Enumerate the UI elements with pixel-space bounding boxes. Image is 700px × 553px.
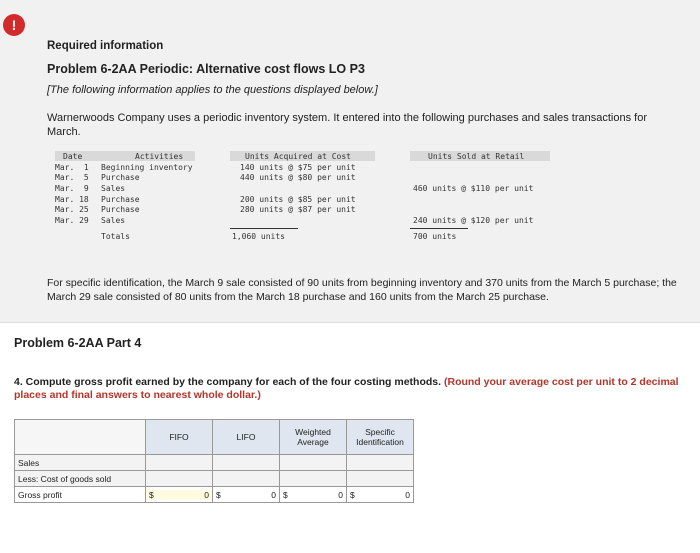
totals-rule	[410, 228, 468, 229]
col-specific-identification: Specific Identification	[347, 420, 414, 455]
ledger-activity: Sales	[101, 184, 126, 193]
info-note: [The following information applies to the questions displayed below.]	[47, 84, 378, 96]
intro-text: Warnerwoods Company uses a periodic inventory system. It entered into the following purchases and sales transactions for March.	[47, 112, 648, 138]
currency-symbol: $	[283, 489, 288, 500]
alert-icon: !	[3, 14, 25, 36]
header-sold: Units Sold at Retail	[428, 152, 525, 161]
sales-weighted-average-input[interactable]	[280, 455, 347, 471]
totals-rule	[230, 228, 298, 229]
total-acquired: 1,060 units	[232, 232, 285, 241]
header-acquired: Units Acquired at Cost	[245, 152, 351, 161]
header-date: Date	[63, 152, 83, 161]
question-body: 4. Compute gross profit earned by the company for each of the four costing methods.	[14, 376, 442, 388]
sales-lifo-input[interactable]	[213, 455, 280, 471]
gross-profit-weighted-average	[280, 487, 347, 503]
ledger-sold: 240 units @ $120 per unit	[413, 216, 534, 225]
ledger-acquired: 140 units @ $75 per unit	[240, 163, 356, 172]
ledger-date: Mar. 1	[55, 163, 89, 172]
col-weighted-average: Weighted Average	[280, 420, 347, 455]
ledger-sold: 460 units @ $110 per unit	[413, 184, 534, 193]
ledger-date: Mar. 29	[55, 216, 89, 225]
row-label-gross-profit: Gross profit	[15, 487, 146, 503]
row-label-cogs: Less: Cost of goods sold	[15, 471, 146, 487]
question-text	[14, 376, 700, 402]
transactions-ledger	[55, 150, 565, 245]
ledger-activity: Purchase	[101, 173, 140, 182]
part-title: Problem 6-2AA Part 4	[14, 336, 142, 350]
cogs-weighted-average-input[interactable]	[280, 471, 347, 487]
ledger-activity: Purchase	[101, 195, 140, 204]
cogs-fifo-input[interactable]	[146, 471, 213, 487]
gross-profit-table	[14, 419, 414, 503]
sales-fifo-input[interactable]	[146, 455, 213, 471]
total-sold: 700 units	[413, 232, 457, 241]
totals-label: Totals	[101, 232, 130, 241]
row-label-sales: Sales	[15, 455, 146, 471]
ledger-activity: Sales	[101, 216, 126, 225]
currency-symbol: $	[216, 489, 221, 500]
problem-title: Problem 6-2AA Periodic: Alternative cost flows LO P3	[47, 62, 365, 76]
corner-cell	[15, 420, 146, 455]
header-activities: Activities	[135, 152, 184, 161]
sales-specific-id-input[interactable]	[347, 455, 414, 471]
gross-profit-lifo	[213, 487, 280, 503]
ledger-date: Mar. 25	[55, 205, 89, 214]
col-fifo: FIFO	[146, 420, 213, 455]
cogs-lifo-input[interactable]	[213, 471, 280, 487]
gross-profit-value: 0	[271, 489, 276, 500]
ledger-acquired: 440 units @ $80 per unit	[240, 173, 356, 182]
gross-profit-specific-id	[347, 487, 414, 503]
ledger-acquired: 200 units @ $85 per unit	[240, 195, 356, 204]
col-lifo: LIFO	[213, 420, 280, 455]
gross-profit-value: 0	[204, 489, 209, 500]
specific-identification-text: For specific identification, the March 9 sale consisted of 90 units from beginning inventory and 370 units from the March 5 purchase; the March 29 sale consisted of 80 units from the March 18 purchase and 160 units from the March 25 purchase.	[47, 277, 677, 303]
ledger-activity: Beginning inventory	[101, 163, 193, 172]
ledger-date: Mar. 5	[55, 173, 89, 182]
gross-profit-fifo	[146, 487, 213, 503]
ledger-date: Mar. 9	[55, 184, 89, 193]
currency-symbol: $	[149, 489, 154, 500]
gross-profit-value: 0	[338, 489, 343, 500]
ledger-date: Mar. 18	[55, 195, 89, 204]
ledger-acquired: 280 units @ $87 per unit	[240, 205, 356, 214]
required-info-heading: Required information	[47, 40, 164, 52]
ledger-activity: Purchase	[101, 205, 140, 214]
gross-profit-value: 0	[405, 489, 410, 500]
currency-symbol: $	[350, 489, 355, 500]
cogs-specific-id-input[interactable]	[347, 471, 414, 487]
question-hint: (Round your average cost per unit to 2 decimal places and final answers to nearest whole dollar.)	[14, 376, 679, 401]
